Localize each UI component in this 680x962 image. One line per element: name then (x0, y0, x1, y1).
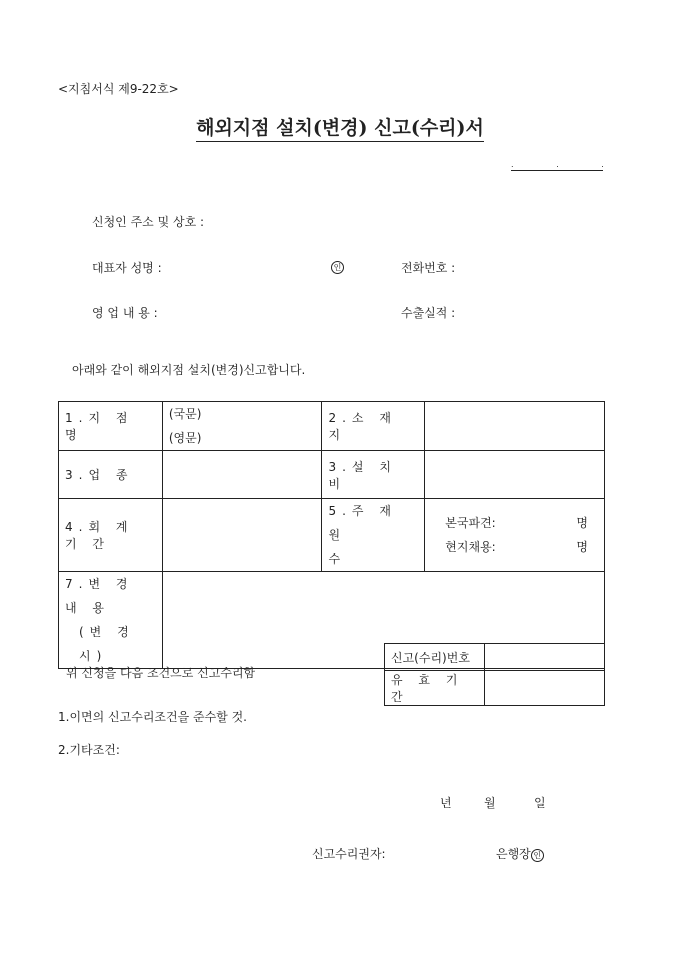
staff-label-text: 5.주 재 원 (328, 504, 397, 542)
hq-dispatch-unit: 명 (576, 516, 588, 530)
table-row (385, 671, 605, 706)
fiscal-period-label (59, 499, 163, 572)
export-label: 수출실적 : (401, 306, 456, 320)
branch-name-label (59, 402, 163, 451)
valid-period-text: 유 효 기 간 (391, 673, 464, 704)
application-table (58, 401, 605, 669)
table-row (385, 644, 605, 671)
business-type-label (59, 451, 163, 499)
date-field[interactable]: . . . (511, 160, 624, 169)
year-label: 년 (440, 796, 452, 810)
setup-cost-label (322, 451, 425, 499)
authority-label: 신고수리권자: (312, 847, 386, 861)
korean-label: (국문) (168, 407, 202, 421)
local-hire-unit: 명 (576, 540, 588, 554)
address-label: 신청인 주소 및 상호 : (92, 215, 205, 229)
change-label (59, 572, 163, 669)
english-label: (영문) (168, 431, 202, 445)
business-type-text: 3.업 종 (65, 468, 134, 482)
fiscal-period-cell[interactable] (162, 499, 322, 572)
local-hire-label: 현지채용: (445, 540, 496, 554)
table-row (59, 499, 605, 572)
title-text: 해외지점 설치(변경) 신고(수리)서 (196, 117, 484, 142)
hq-dispatch-label: 본국파견: (445, 516, 496, 530)
condition-1: 1.이면의 신고수리조건을 준수할 것. (58, 710, 247, 724)
seal-icon: 인 (531, 849, 544, 862)
representative-label: 대표자 성명 : (92, 261, 162, 275)
setup-cost-cell[interactable] (425, 451, 605, 499)
seal-icon: 인 (331, 261, 344, 274)
valid-period-cell[interactable] (484, 671, 604, 706)
seal-mark (331, 259, 344, 274)
accept-text: 위 신청을 다음 조건으로 신고수리함 (66, 666, 256, 680)
approval-number-cell[interactable] (484, 644, 604, 671)
setup-cost-text: 3.설 치 비 (328, 459, 397, 491)
fiscal-period-text: 4.회 계 기 간 (65, 520, 134, 551)
staff-label-text-2: 수 (328, 552, 341, 566)
condition-2: 2.기타조건: (58, 743, 120, 757)
day-label: 일 (534, 796, 546, 810)
table-row (59, 402, 605, 451)
staff-cell[interactable] (425, 499, 605, 572)
business-label: 영 업 내 용 : (92, 306, 158, 320)
table-row (59, 451, 605, 499)
branch-name-text: 1.지 점 명 (65, 411, 134, 442)
location-label (322, 402, 425, 451)
bank-head-signature (496, 845, 544, 862)
approval-number-label: 신고(수리)번호 (385, 644, 485, 671)
business-type-cell[interactable] (162, 451, 322, 499)
change-label-text: 7.변 경 내 용 (65, 577, 134, 615)
hq-dispatch-row (445, 511, 588, 535)
document-title (0, 113, 680, 140)
staff-label (322, 499, 425, 572)
bank-head-label: 은행장 (496, 847, 531, 861)
month-label: 월 (484, 796, 496, 810)
valid-period-label (385, 671, 485, 706)
branch-name-cell[interactable] (162, 402, 322, 451)
location-cell[interactable] (425, 402, 605, 451)
change-label-text-2: (변 경 시) (79, 625, 135, 663)
form-number: <지침서식 제9-22호> (58, 82, 179, 96)
local-hire-row (445, 535, 588, 559)
intro-text: 아래와 같이 해외지점 설치(변경)신고합니다. (72, 363, 306, 377)
phone-label: 전화번호 : (401, 261, 456, 275)
location-text: 2.소 재 지 (328, 411, 397, 442)
approval-table (384, 643, 605, 706)
